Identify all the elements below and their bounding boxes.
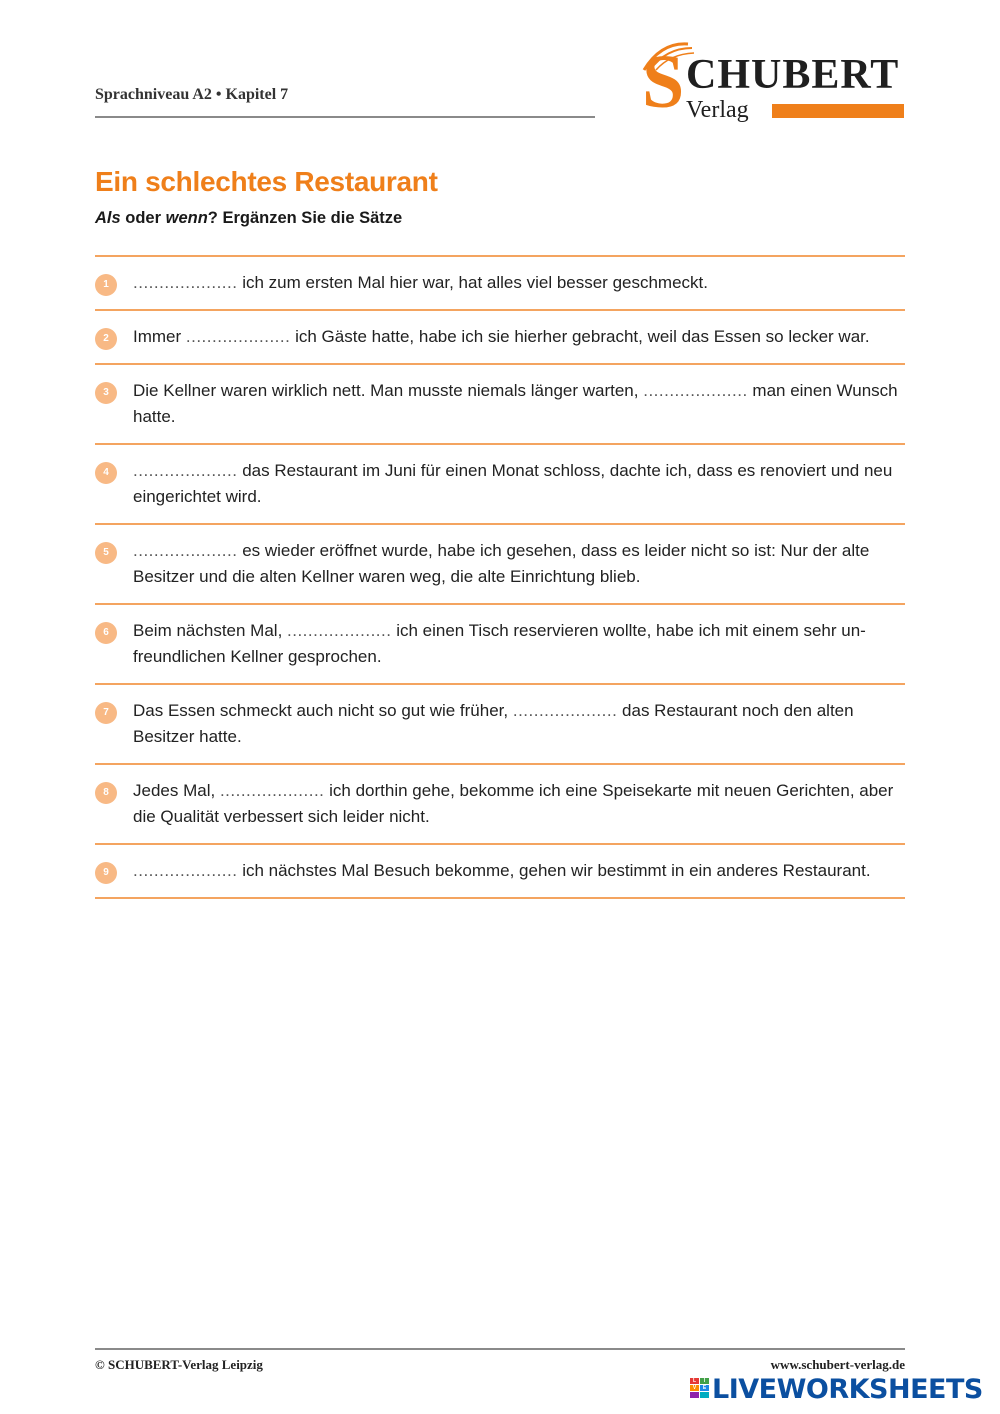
- item-text-before: Beim nächsten Mal,: [133, 621, 288, 640]
- liveworksheets-watermark: [690, 1376, 990, 1406]
- item-text-before: Das Essen schmeckt auch nicht so gut wie früher,: [133, 701, 513, 720]
- item-number-badge: 8: [95, 782, 117, 804]
- item-text-after: das Restaurant im Juni für einen Monat schloss, dachte ich, dass es renoviert und neu eingerichtet wird.: [133, 461, 893, 506]
- item-text-after: ich Gäste hatte, habe ich sie hierher gebracht, weil das Essen so lecker war.: [290, 327, 870, 346]
- exercise-item-7: [95, 685, 905, 765]
- item-number-badge: 1: [95, 274, 117, 296]
- exercise-item-3: [95, 365, 905, 445]
- answer-blank[interactable]: ....................: [512, 701, 618, 720]
- footer-divider: [95, 1348, 905, 1350]
- exercise-list: [95, 255, 905, 899]
- logo-wordmark: CHUBERT: [686, 52, 900, 98]
- logo-subtitle: Verlag: [686, 97, 749, 123]
- logo-initial: S: [642, 40, 685, 124]
- item-text-before: Die Kellner waren wirklich nett. Man musste niemals länger warten,: [133, 381, 644, 400]
- exercise-item-6: [95, 605, 905, 685]
- item-text-before: Jedes Mal,: [133, 781, 220, 800]
- answer-blank[interactable]: ....................: [287, 621, 392, 640]
- answer-blank[interactable]: ....................: [219, 781, 325, 800]
- logo-bar: [772, 104, 904, 118]
- item-number-badge: 4: [95, 462, 117, 484]
- item-text-after: man einen Wunsch hatte.: [133, 381, 898, 426]
- exercise-item-4: [95, 445, 905, 525]
- footer-url[interactable]: www.schubert-verlag.de: [770, 1357, 905, 1372]
- header-level-chapter: Sprachniveau A2 • Kapitel 7: [95, 86, 289, 103]
- item-text-before: Immer: [133, 327, 186, 346]
- footer-copyright: © SCHUBERT-Verlag Leipzig: [95, 1357, 263, 1372]
- answer-blank[interactable]: ....................: [643, 381, 748, 400]
- instruction-word-als: Als: [95, 209, 121, 227]
- answer-blank[interactable]: ....................: [133, 273, 238, 292]
- exercise-item-2: [95, 311, 905, 365]
- answer-blank[interactable]: ....................: [185, 327, 291, 346]
- item-text-after: ich zum ersten Mal hier war, hat alles viel besser geschmeckt.: [237, 273, 708, 292]
- answer-blank[interactable]: ....................: [133, 461, 238, 480]
- item-text-after: ich dorthin gehe, bekomme ich eine Speisekarte mit neuen Gerichten, aber die Qualität verbessert sich leider nicht.: [133, 781, 894, 826]
- item-text-after: ich nächstes Mal Besuch bekomme, gehen wir bestimmt in ein anderes Restaurant.: [237, 861, 871, 880]
- item-text-after: es wieder eröffnet wurde, habe ich gesehen, dass es leider nicht so ist: Nur der alte Besitzer und die alten Kellner waren weg, die alte Einrichtung blieb.: [133, 541, 870, 586]
- header-divider: [95, 116, 595, 118]
- item-number-badge: 5: [95, 542, 117, 564]
- instruction-word-wenn: wenn: [165, 209, 208, 227]
- exercise-item-1: [95, 257, 905, 311]
- page-title: Ein schlechtes Restaurant: [95, 166, 438, 197]
- instruction: [95, 209, 402, 228]
- item-number-badge: 9: [95, 862, 117, 884]
- item-number-badge: 3: [95, 382, 117, 404]
- answer-blank[interactable]: ....................: [133, 861, 238, 880]
- item-number-badge: 6: [95, 622, 117, 644]
- item-text-after: das Restaurant noch den alten Besitzer hatte.: [133, 701, 854, 746]
- exercise-item-8: [95, 765, 905, 845]
- answer-blank[interactable]: ....................: [133, 541, 238, 560]
- item-text-after: ich einen Tisch reservieren wollte, habe ich mit einem sehr un-freundlichen Kellner gesprochen.: [133, 621, 866, 666]
- exercise-item-5: [95, 525, 905, 605]
- publisher-logo: [636, 40, 906, 124]
- instruction-connector: oder: [120, 209, 166, 227]
- liveworksheets-logo-icon: L I V E: [690, 1378, 710, 1404]
- instruction-rest: ? Ergänzen Sie die Sätze: [207, 209, 403, 227]
- item-number-badge: 2: [95, 328, 117, 350]
- liveworksheets-text: LIVEWORKSHEETS: [712, 1374, 983, 1405]
- item-number-badge: 7: [95, 702, 117, 724]
- exercise-item-9: [95, 845, 905, 899]
